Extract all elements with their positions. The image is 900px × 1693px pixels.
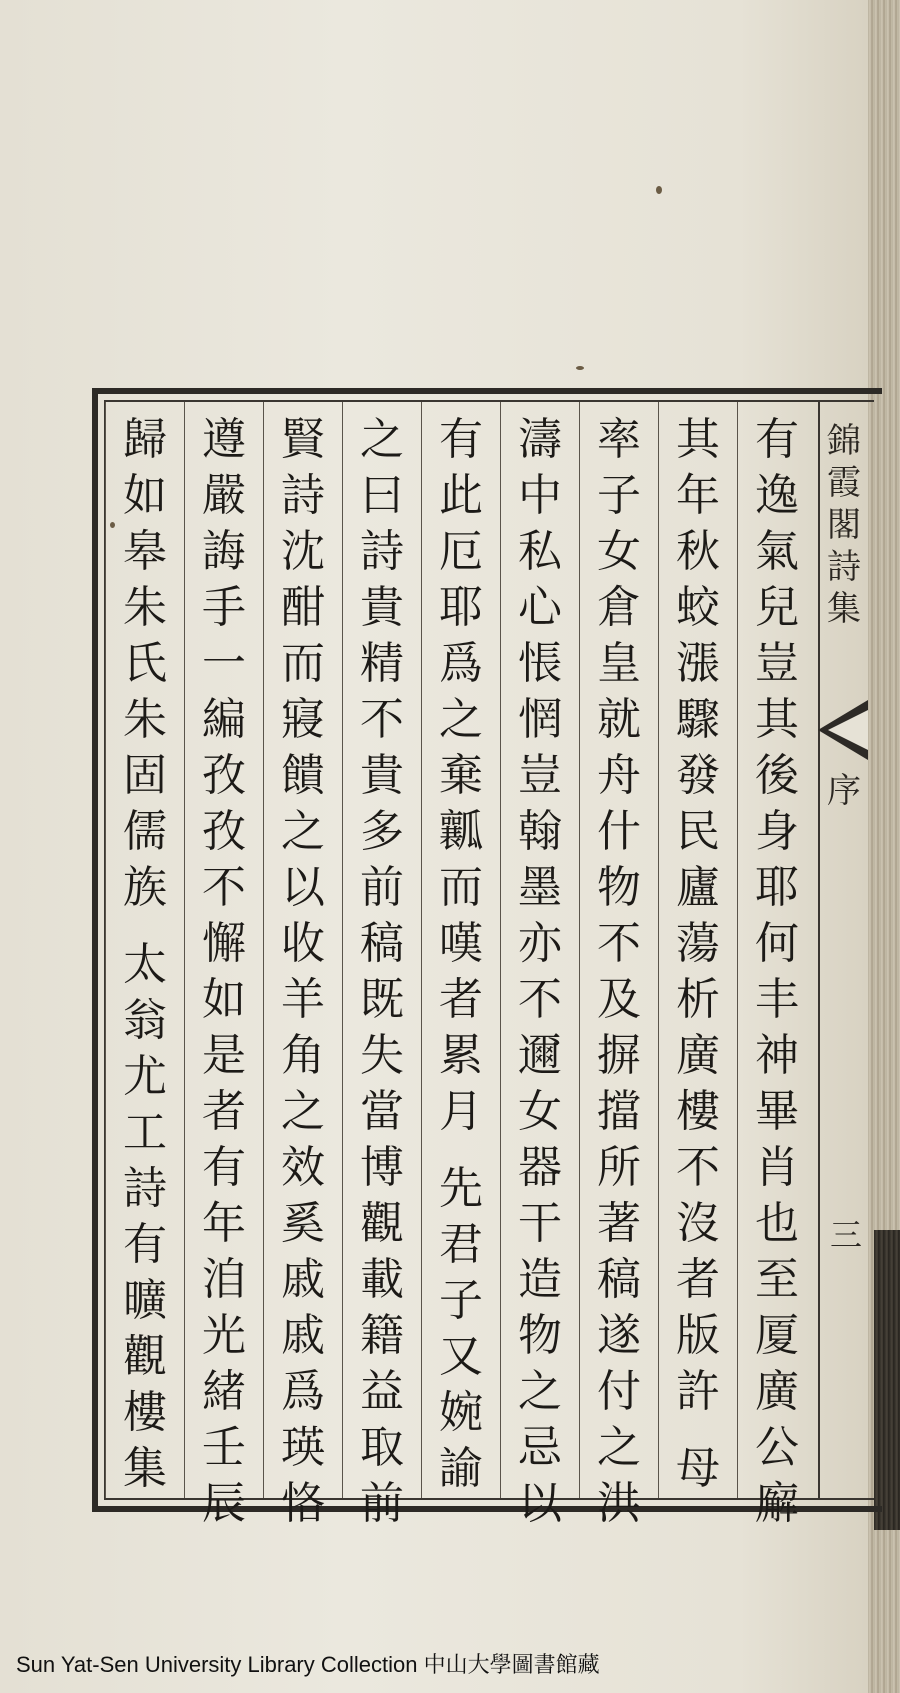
text-char: 氣 (755, 526, 799, 577)
collection-caption: Sun Yat-Sen University Library Collection 中山大學圖書館藏 (16, 1652, 600, 1677)
text-char: 不 (676, 1142, 720, 1193)
text-char: 厄 (439, 526, 483, 577)
text-char: 不 (518, 974, 562, 1025)
text-char: 著 (597, 1198, 641, 1249)
text-char: 工 (123, 1107, 167, 1158)
text-char: 賢 (281, 414, 325, 465)
text-char: 沒 (676, 1198, 720, 1249)
text-char: 觀 (123, 1331, 167, 1382)
text-char: 皋 (123, 526, 167, 577)
text-char: 厦 (755, 1310, 799, 1361)
text-char: 兒 (755, 582, 799, 633)
section-char: 序 (827, 771, 861, 811)
text-char: 而 (281, 638, 325, 689)
text-char: 誨 (202, 526, 246, 577)
column-rule (342, 402, 343, 1498)
text-char: 身 (755, 806, 799, 857)
text-char: 物 (518, 1310, 562, 1361)
honorific-space (668, 1420, 728, 1441)
column-rule (184, 402, 185, 1498)
text-char: 漲 (676, 638, 720, 689)
text-char: 歸 (123, 414, 167, 465)
text-char: 博 (360, 1142, 404, 1193)
text-char: 棄 (439, 750, 483, 801)
text-char: 翰 (518, 806, 562, 857)
text-char: 肖 (755, 1142, 799, 1193)
text-char: 洎 (202, 1254, 246, 1305)
text-char: 孜 (202, 750, 246, 801)
text-char: 貴 (360, 750, 404, 801)
text-char: 固 (123, 750, 167, 801)
text-column (110, 412, 180, 1497)
book-title (824, 420, 864, 630)
text-char: 婉 (439, 1387, 483, 1438)
text-char: 詩 (360, 526, 404, 577)
text-char: 前 (360, 1478, 404, 1529)
text-char: 廣 (676, 1030, 720, 1081)
text-char: 貴 (360, 582, 404, 633)
text-char: 集 (123, 1443, 167, 1494)
text-char: 蛟 (676, 582, 720, 633)
text-char: 公 (755, 1422, 799, 1473)
text-char: 有 (439, 414, 483, 465)
text-char: 瑛 (281, 1422, 325, 1473)
text-char: 神 (755, 1030, 799, 1081)
honorific-space (431, 1140, 491, 1161)
text-char: 此 (439, 470, 483, 521)
text-char: 手 (202, 582, 246, 633)
text-char: 是 (202, 1030, 246, 1081)
text-column (426, 412, 496, 1497)
text-char: 族 (123, 862, 167, 913)
text-char: 者 (676, 1254, 720, 1305)
text-char: 樓 (123, 1387, 167, 1438)
text-char: 當 (360, 1086, 404, 1137)
text-char: 之 (281, 806, 325, 857)
text-char: 之 (518, 1366, 562, 1417)
text-char: 物 (597, 862, 641, 913)
ink-spot (656, 186, 662, 194)
text-char: 樓 (676, 1086, 720, 1137)
text-column (584, 412, 654, 1529)
text-char: 干 (518, 1198, 562, 1249)
text-char: 墨 (518, 862, 562, 913)
text-char: 心 (518, 582, 562, 633)
text-char: 壬 (202, 1422, 246, 1473)
text-char: 角 (281, 1030, 325, 1081)
text-char: 稿 (597, 1254, 641, 1305)
text-char: 之 (281, 1086, 325, 1137)
text-char: 廬 (676, 862, 720, 913)
text-char: 惘 (518, 694, 562, 745)
text-char: 一 (202, 638, 246, 689)
text-char: 丰 (755, 974, 799, 1025)
text-char: 廨 (755, 1478, 799, 1529)
text-char: 效 (281, 1142, 325, 1193)
text-char: 不 (597, 918, 641, 969)
text-column (268, 412, 338, 1529)
text-column (505, 412, 575, 1529)
text-char: 版 (676, 1310, 720, 1361)
text-char: 耶 (439, 582, 483, 633)
text-char: 濤 (518, 414, 562, 465)
text-char: 廣 (755, 1366, 799, 1417)
text-char: 諭 (439, 1443, 483, 1494)
text-char: 遂 (597, 1310, 641, 1361)
text-char: 編 (202, 694, 246, 745)
text-char: 觀 (360, 1198, 404, 1249)
text-char: 以 (281, 862, 325, 913)
fish-tail-mark (818, 700, 868, 760)
text-char: 邇 (518, 1030, 562, 1081)
text-char: 年 (202, 1198, 246, 1249)
text-char: 精 (360, 638, 404, 689)
text-char: 儒 (123, 806, 167, 857)
text-char: 嘆 (439, 918, 483, 969)
text-char: 器 (518, 1142, 562, 1193)
text-char: 戚 (281, 1254, 325, 1305)
text-char: 其 (755, 694, 799, 745)
text-char: 中 (518, 470, 562, 521)
text-char: 如 (202, 974, 246, 1025)
text-char: 羊 (281, 974, 325, 1025)
honorific-space (115, 916, 175, 937)
text-char: 悵 (518, 638, 562, 689)
text-char: 擋 (597, 1086, 641, 1137)
column-rule (658, 402, 659, 1498)
title-char: 詩 (827, 547, 861, 587)
text-char: 恪 (281, 1478, 325, 1529)
text-char: 曠 (123, 1275, 167, 1326)
text-char: 累 (439, 1030, 483, 1081)
text-column (663, 412, 733, 1497)
text-char: 秋 (676, 526, 720, 577)
text-char: 率 (597, 414, 641, 465)
text-char: 者 (439, 974, 483, 1025)
text-char: 又 (439, 1331, 483, 1382)
text-char: 嚴 (202, 470, 246, 521)
text-char: 奚 (281, 1198, 325, 1249)
text-char: 發 (676, 750, 720, 801)
text-char: 酣 (281, 582, 325, 633)
text-char: 而 (439, 862, 483, 913)
text-char: 前 (360, 862, 404, 913)
title-char: 霞 (827, 463, 861, 503)
column-rule (737, 402, 738, 1498)
text-char: 月 (439, 1086, 483, 1137)
text-char: 子 (597, 470, 641, 521)
column-rule (263, 402, 264, 1498)
text-char: 母 (676, 1443, 720, 1494)
text-char: 私 (518, 526, 562, 577)
text-char: 舟 (597, 750, 641, 801)
column-rule (579, 402, 580, 1498)
text-char: 逸 (755, 470, 799, 521)
text-char: 翁 (123, 995, 167, 1046)
text-char: 之 (360, 414, 404, 465)
text-char: 洪 (597, 1478, 641, 1529)
text-char: 曰 (360, 470, 404, 521)
text-char: 詩 (123, 1163, 167, 1214)
text-char: 忌 (518, 1422, 562, 1473)
text-char: 孜 (202, 806, 246, 857)
text-char: 後 (755, 750, 799, 801)
text-char: 驟 (676, 694, 720, 745)
text-char: 者 (202, 1086, 246, 1137)
text-char: 先 (439, 1163, 483, 1214)
text-char: 瓤 (439, 806, 483, 857)
text-char: 有 (202, 1142, 246, 1193)
text-char: 以 (518, 1478, 562, 1529)
text-char: 就 (597, 694, 641, 745)
text-char: 緒 (202, 1366, 246, 1417)
text-char: 及 (597, 974, 641, 1025)
text-char: 沈 (281, 526, 325, 577)
text-char: 女 (597, 526, 641, 577)
text-char: 年 (676, 470, 720, 521)
text-column (189, 412, 259, 1529)
text-char: 民 (676, 806, 720, 857)
text-char: 皇 (597, 638, 641, 689)
text-char: 之 (597, 1422, 641, 1473)
text-char: 尤 (123, 1051, 167, 1102)
text-char: 遵 (202, 414, 246, 465)
text-char: 懈 (202, 918, 246, 969)
text-char: 取 (360, 1422, 404, 1473)
text-char: 既 (360, 974, 404, 1025)
text-char: 光 (202, 1310, 246, 1361)
text-char: 稿 (360, 918, 404, 969)
text-char: 許 (676, 1366, 720, 1417)
text-char: 如 (123, 470, 167, 521)
text-char: 何 (755, 918, 799, 969)
text-char: 爲 (439, 638, 483, 689)
text-char: 蕩 (676, 918, 720, 969)
section-label (824, 770, 864, 812)
title-char: 錦 (827, 421, 861, 461)
text-char: 朱 (123, 582, 167, 633)
text-char: 不 (360, 694, 404, 745)
text-char: 子 (439, 1275, 483, 1326)
text-char: 失 (360, 1030, 404, 1081)
text-char: 君 (439, 1219, 483, 1270)
text-char: 耶 (755, 862, 799, 913)
text-char: 倉 (597, 582, 641, 633)
text-char: 不 (202, 862, 246, 913)
text-char: 載 (360, 1254, 404, 1305)
text-char: 有 (123, 1219, 167, 1270)
text-char: 豈 (755, 638, 799, 689)
text-char: 饋 (281, 750, 325, 801)
text-char: 也 (755, 1198, 799, 1249)
ink-spot (576, 366, 584, 370)
text-char: 收 (281, 918, 325, 969)
text-char: 豈 (518, 750, 562, 801)
text-char: 女 (518, 1086, 562, 1137)
text-char: 有 (755, 414, 799, 465)
page-number: 三 (829, 1216, 862, 1254)
text-char: 亦 (518, 918, 562, 969)
text-char: 析 (676, 974, 720, 1025)
text-char: 寢 (281, 694, 325, 745)
text-char: 籍 (360, 1310, 404, 1361)
column-rule (500, 402, 501, 1498)
text-char: 至 (755, 1254, 799, 1305)
text-char: 付 (597, 1366, 641, 1417)
text-char: 什 (597, 806, 641, 857)
text-char: 所 (597, 1142, 641, 1193)
title-char: 閣 (827, 505, 861, 545)
text-column (742, 412, 812, 1529)
text-char: 詩 (281, 470, 325, 521)
column-rule (105, 402, 106, 1498)
title-char: 集 (827, 589, 861, 629)
text-char: 朱 (123, 694, 167, 745)
text-char: 爲 (281, 1366, 325, 1417)
text-char: 辰 (202, 1478, 246, 1529)
text-char: 畢 (755, 1086, 799, 1137)
text-char: 戚 (281, 1310, 325, 1361)
text-char: 多 (360, 806, 404, 857)
text-char: 太 (123, 939, 167, 990)
text-char: 摒 (597, 1030, 641, 1081)
text-char: 益 (360, 1366, 404, 1417)
column-rule (421, 402, 422, 1498)
text-column (347, 412, 417, 1529)
text-char: 之 (439, 694, 483, 745)
text-char: 造 (518, 1254, 562, 1305)
text-char: 其 (676, 414, 720, 465)
text-char: 氏 (123, 638, 167, 689)
